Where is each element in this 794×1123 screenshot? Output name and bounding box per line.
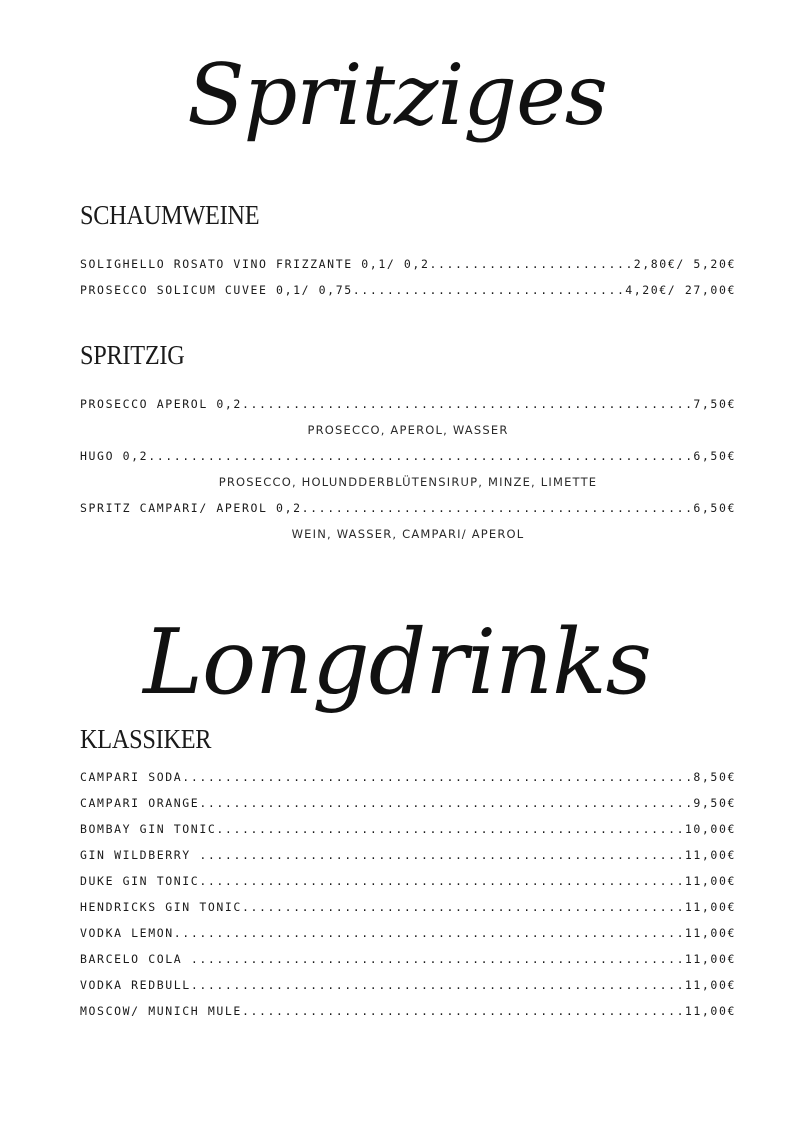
item-name: BOMBAY GIN TONIC — [80, 822, 217, 836]
dot-leader — [182, 767, 693, 787]
item-name: VODKA LEMON — [80, 926, 174, 940]
item-price: 11,00€ — [684, 978, 736, 992]
item-name: PROSECCO APEROL 0,2 — [80, 397, 242, 411]
item-price: 11,00€ — [684, 900, 736, 914]
heading-schaumweine: SCHAUMWEINE — [80, 200, 260, 230]
dot-leader — [302, 498, 694, 518]
item-price: 2,80€/ 5,20€ — [633, 257, 736, 271]
item-price: 11,00€ — [684, 1004, 736, 1018]
item-description: PROSECCO, HOLUNDDERBLÜTENSIRUP, MINZE, LIMETTE — [218, 475, 598, 489]
item-name: CAMPARI SODA — [80, 770, 183, 784]
dot-leader — [174, 923, 685, 943]
item-price: 11,00€ — [684, 952, 736, 966]
menu-item-gin-wildberry — [80, 845, 736, 865]
item-price: 4,20€/ 27,00€ — [625, 283, 736, 297]
item-name: SPRITZ CAMPARI/ APEROL 0,2 — [80, 501, 302, 515]
dot-leader — [199, 845, 685, 865]
item-name: HUGO 0,2 — [80, 449, 149, 463]
dot-leader — [353, 280, 625, 300]
dot-leader — [242, 1001, 685, 1021]
item-name: MOSCOW/ MUNICH MULE — [80, 1004, 242, 1018]
menu-item-campari-soda — [80, 767, 736, 787]
item-description: WEIN, WASSER, CAMPARI/ APEROL — [291, 527, 525, 541]
dot-leader — [191, 949, 685, 969]
menu-item-barcelo-cola — [80, 949, 736, 969]
item-price: 6,50€ — [693, 449, 736, 463]
item-name: CAMPARI ORANGE — [80, 796, 200, 810]
menu-item-duke-gin-tonic — [80, 871, 736, 891]
dot-leader — [429, 254, 633, 274]
menu-item-vodka-lemon — [80, 923, 736, 943]
item-name: PROSECCO SOLICUM CUVEE 0,1/ 0,75 — [80, 283, 353, 297]
item-price: 7,50€ — [693, 397, 736, 411]
dot-leader — [216, 819, 684, 839]
item-name: HENDRICKS GIN TONIC — [80, 900, 242, 914]
dot-leader — [191, 975, 685, 995]
item-price: 10,00€ — [684, 822, 736, 836]
dot-leader — [148, 446, 693, 466]
menu-item-vodka-redbull — [80, 975, 736, 995]
item-price: 11,00€ — [684, 874, 736, 888]
section-title-longdrinks: Longdrinks — [143, 610, 651, 715]
heading-spritzig: SPRITZIG — [80, 340, 185, 370]
menu-item-hendricks-gin-tonic — [80, 897, 736, 917]
item-price: 11,00€ — [684, 848, 736, 862]
heading-klassiker: KLASSIKER — [80, 724, 212, 754]
item-price: 6,50€ — [693, 501, 736, 515]
dot-leader — [242, 394, 693, 414]
menu-item-spritz-campari — [80, 498, 736, 518]
dot-leader — [199, 871, 685, 891]
item-description: PROSECCO, APEROL, WASSER — [307, 423, 509, 437]
item-name: DUKE GIN TONIC — [80, 874, 200, 888]
menu-item-prosecco-aperol — [80, 394, 736, 414]
menu-item-bombay-gin-tonic — [80, 819, 736, 839]
menu-item-solighello — [80, 254, 736, 274]
item-name: BARCELO COLA — [80, 952, 191, 966]
item-price: 11,00€ — [684, 926, 736, 940]
dot-leader — [242, 897, 685, 917]
item-price: 9,50€ — [693, 796, 736, 810]
menu-item-moscow-munich-mule — [80, 1001, 736, 1021]
item-name: SOLIGHELLO ROSATO VINO FRIZZANTE 0,1/ 0,2 — [80, 257, 430, 271]
item-name: VODKA REDBULL — [80, 978, 191, 992]
menu-item-hugo — [80, 446, 736, 466]
dot-leader — [199, 793, 693, 813]
menu-item-campari-orange — [80, 793, 736, 813]
menu-item-prosecco-solicum — [80, 280, 736, 300]
item-name: GIN WILDBERRY — [80, 848, 200, 862]
item-price: 8,50€ — [693, 770, 736, 784]
section-title-spritziges: Spritziges — [187, 46, 607, 144]
